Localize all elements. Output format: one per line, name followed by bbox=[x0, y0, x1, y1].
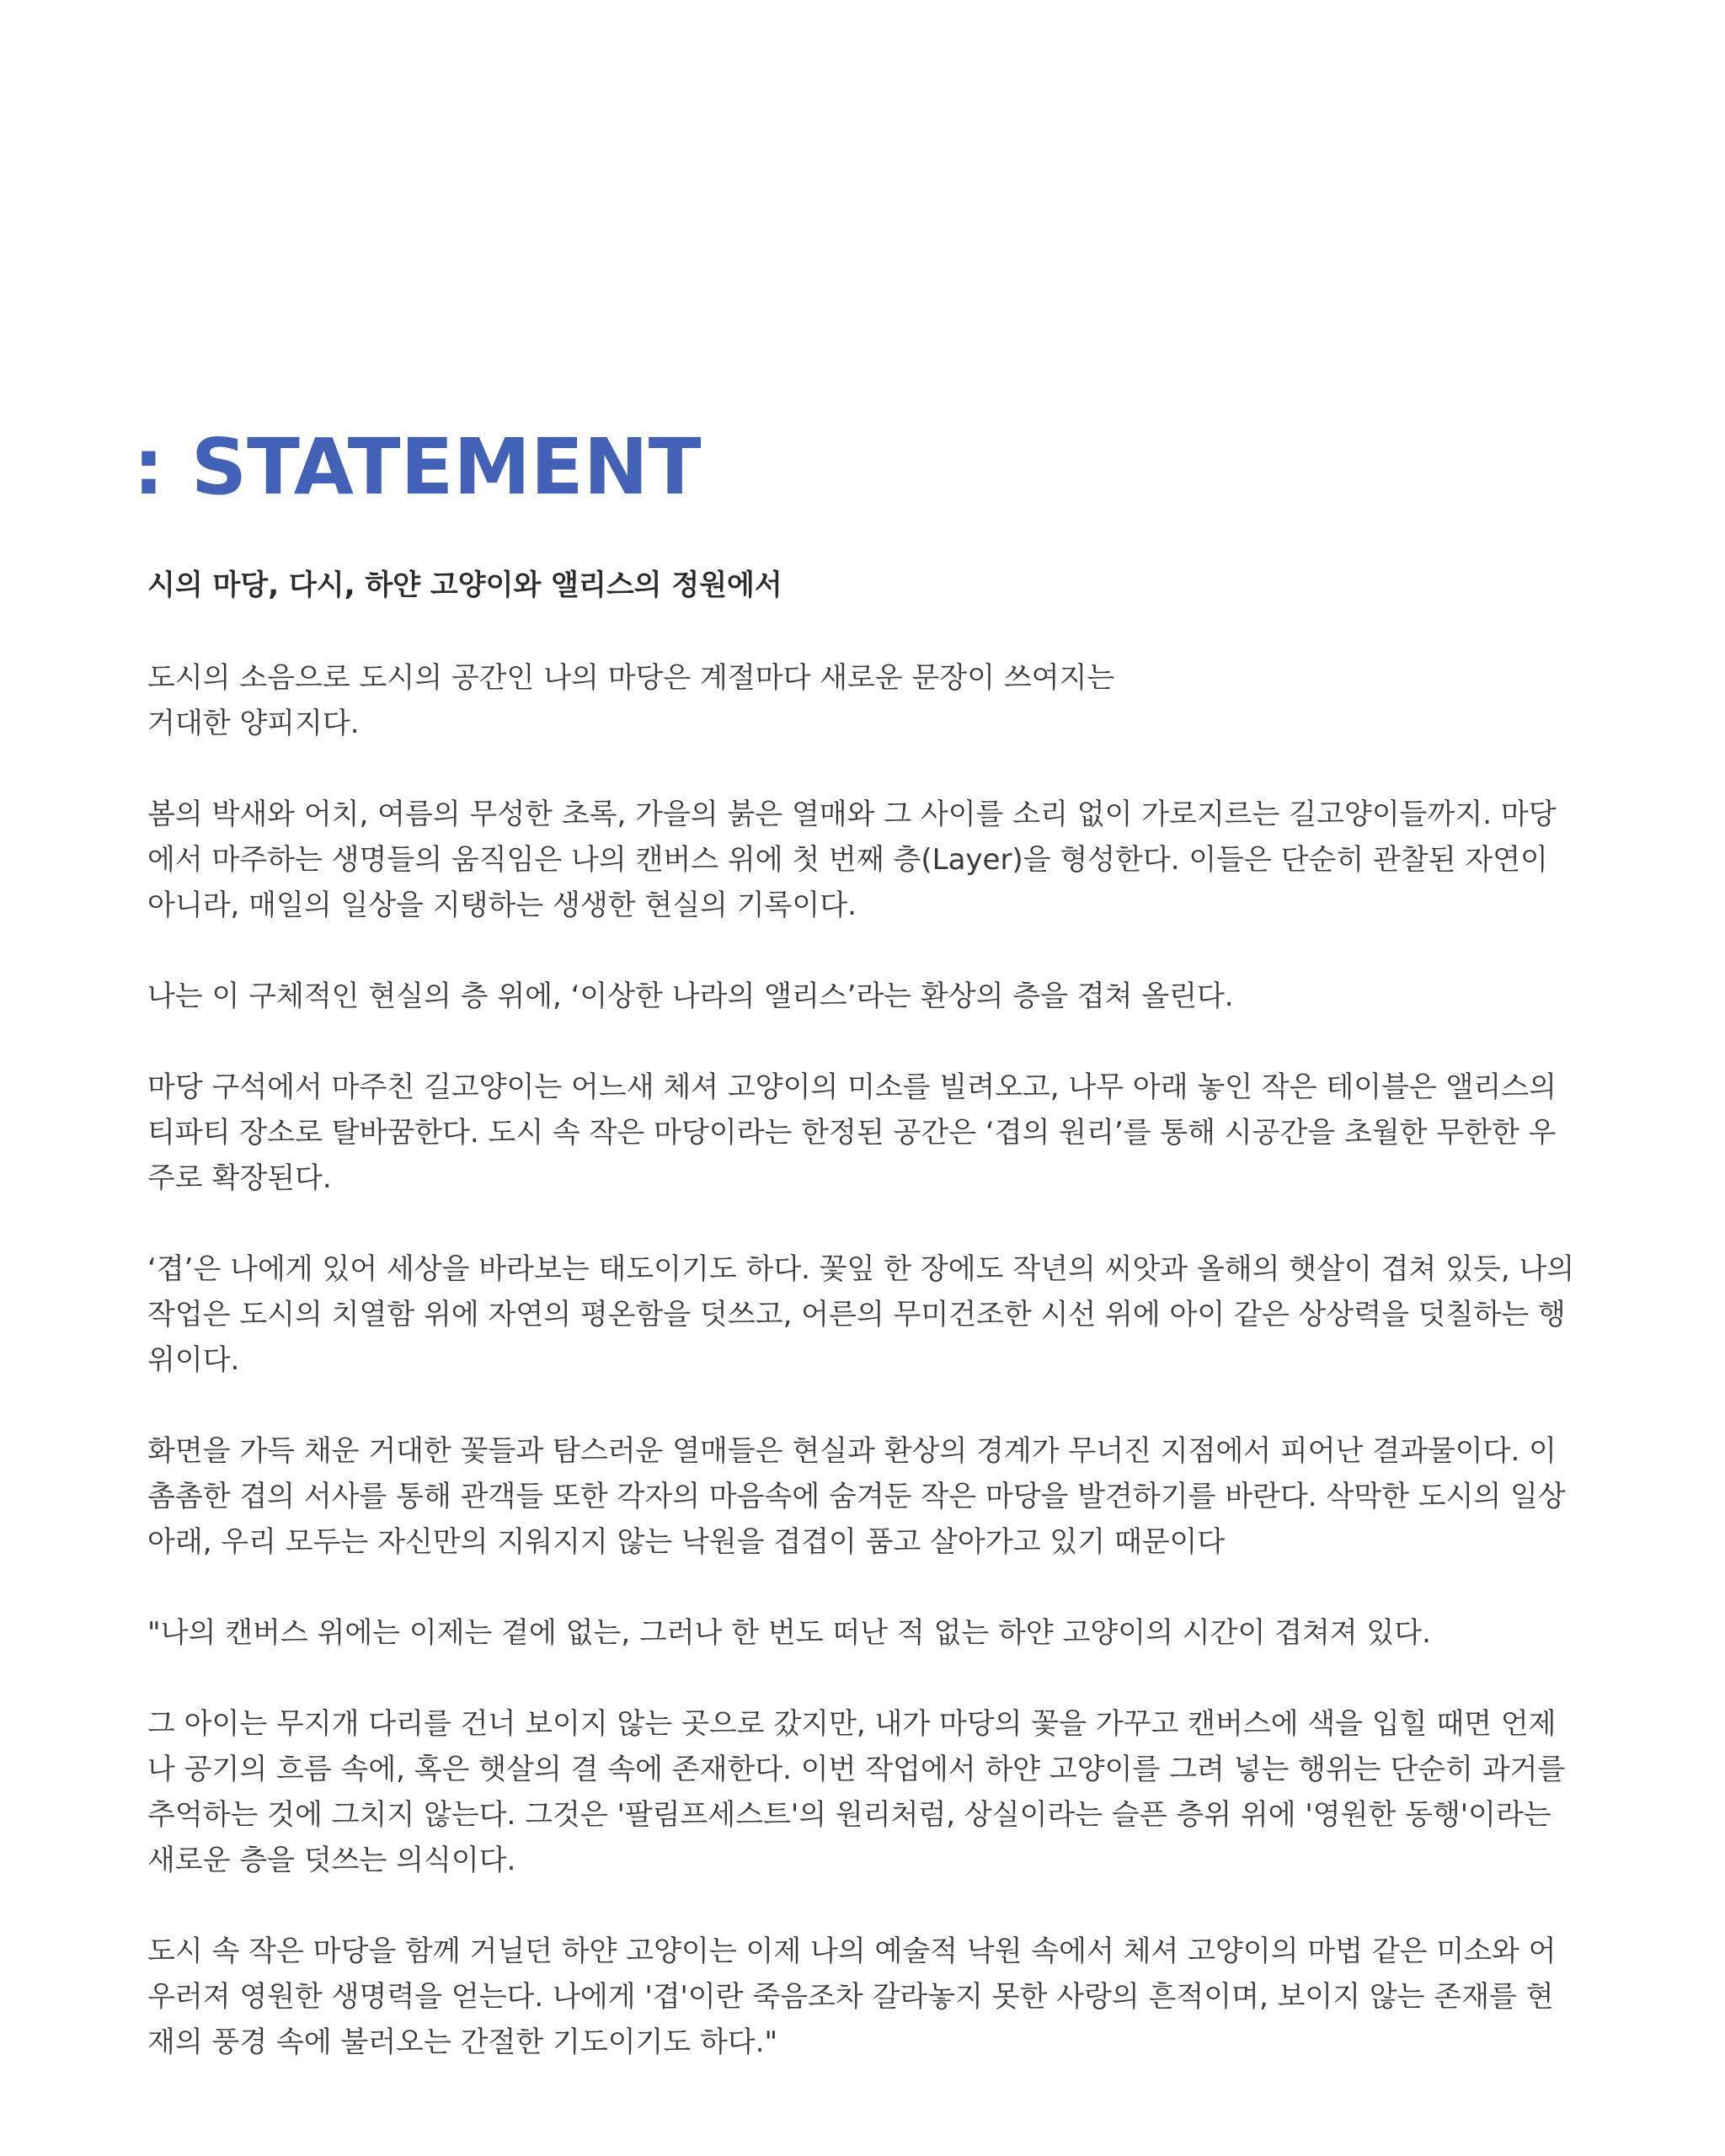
statement-paragraph bbox=[147, 974, 1579, 1019]
statement-subtitle: 시의 마당, 다시, 하얀 고양이와 앨리스의 정원에서 bbox=[147, 568, 782, 602]
paragraph-line: 나는 이 구체적인 현실의 층 위에, ‘이상한 나라의 앨리스’라는 환상의 층을 겹쳐 올린다. bbox=[147, 979, 1234, 1013]
paragraph-line: 재의 풍경 속에 불러오는 간절한 기도이기도 하다." bbox=[147, 2025, 778, 2059]
statement-paragraph bbox=[147, 1428, 1579, 1565]
paragraph-line: 마당 구석에서 마주친 길고양이는 어느새 체셔 고양이의 미소를 빌려오고, 나무 아래 놓인 작은 테이블은 앨리스의 bbox=[147, 1070, 1557, 1104]
paragraph-line: 봄의 박새와 어치, 여름의 무성한 초록, 가을의 붉은 열매와 그 사이를 소리 없이 가로지르는 길고양이들까지. 마당 bbox=[147, 798, 1557, 831]
statement-paragraph bbox=[147, 1610, 1579, 1656]
paragraph-line: 에서 마주하는 생명들의 움직임은 나의 캔버스 위에 첫 번째 층(Layer)을 형성한다. 이들은 단순히 관찰된 자연이 bbox=[147, 843, 1548, 877]
paragraph-line: 화면을 가득 채운 거대한 꽃들과 탐스러운 열매들은 현실과 환상의 경계가 무너진 지점에서 피어난 결과물이다. 이 bbox=[147, 1434, 1557, 1468]
paragraph-line: 도시의 소음으로 도시의 공간인 나의 마당은 계절마다 새로운 문장이 쓰여지는 bbox=[147, 661, 1115, 695]
statement-paragraph bbox=[147, 1929, 1579, 2065]
paragraph-line: 아니라, 매일의 일상을 지탱하는 생생한 현실의 기록이다. bbox=[147, 889, 857, 922]
statement-paragraph bbox=[147, 1246, 1579, 1383]
paragraph-line: 작업은 도시의 치열함 위에 자연의 평온함을 덧쓰고, 어른의 무미건조한 시선 위에 아이 같은 상상력을 덧칠하는 행 bbox=[147, 1298, 1566, 1331]
paragraph-line: 주로 확장된다. bbox=[147, 1161, 332, 1195]
statement-paragraph bbox=[147, 655, 1579, 746]
statement-body bbox=[147, 655, 1579, 2111]
paragraph-line: 그 아이는 무지개 다리를 건너 보이지 않는 곳으로 갔지만, 내가 마당의 꽃을 가꾸고 캔버스에 색을 입힐 때면 언제 bbox=[147, 1707, 1557, 1741]
statement-paragraph bbox=[147, 792, 1579, 928]
paragraph-line: 새로운 층을 덧쓰는 의식이다. bbox=[147, 1844, 516, 1877]
statement-paragraph bbox=[147, 1701, 1579, 1883]
paragraph-line: 나 공기의 흐름 속에, 혹은 햇살의 결 속에 존재한다. 이번 작업에서 하얀 고양이를 그려 넣는 행위는 단순히 과거를 bbox=[147, 1753, 1566, 1786]
paragraph-line: "나의 캔버스 위에는 이제는 곁에 없는, 그러나 한 번도 떠난 적 없는 하얀 고양이의 시간이 겹쳐져 있다. bbox=[147, 1616, 1431, 1650]
paragraph-line: 추억하는 것에 그치지 않는다. 그것은 '팔림프세스트'의 원리처럼, 상실이라는 슬픈 층위 위에 '영원한 동행'이라는 bbox=[147, 1798, 1551, 1832]
paragraph-line: 촘촘한 겹의 서사를 통해 관객들 또한 각자의 마음속에 숨겨둔 작은 마당을 발견하기를 바란다. 삭막한 도시의 일상 bbox=[147, 1480, 1566, 1513]
paragraph-line: 위이다. bbox=[147, 1343, 240, 1377]
paragraph-line: 아래, 우리 모두는 자신만의 지워지지 않는 낙원을 겹겹이 품고 살아가고 있기 때문이다 bbox=[147, 1525, 1226, 1559]
paragraph-line: 티파티 장소로 탈바꿈한다. 도시 속 작은 마당이라는 한정된 공간은 ‘겹의 원리’를 통해 시공간을 초월한 무한한 우 bbox=[147, 1116, 1557, 1150]
statement-paragraph bbox=[147, 1065, 1579, 1201]
paragraph-line: 도시 속 작은 마당을 함께 거닐던 하얀 고양이는 이제 나의 예술적 낙원 속에서 체셔 고양이의 마법 같은 미소와 어 bbox=[147, 1935, 1557, 1968]
page-title: : STATEMENT bbox=[133, 422, 702, 512]
paragraph-line: 거대한 양피지다. bbox=[147, 707, 360, 740]
paragraph-line: 우러져 영원한 생명력을 얻는다. 나에게 '겹'이란 죽음조차 갈라놓지 못한 사랑의 흔적이며, 보이지 않는 존재를 현 bbox=[147, 1980, 1554, 2014]
paragraph-line: ‘겹’은 나에게 있어 세상을 바라보는 태도이기도 하다. 꽃잎 한 장에도 작년의 씨앗과 올해의 햇살이 겹쳐 있듯, 나의 bbox=[147, 1252, 1575, 1286]
